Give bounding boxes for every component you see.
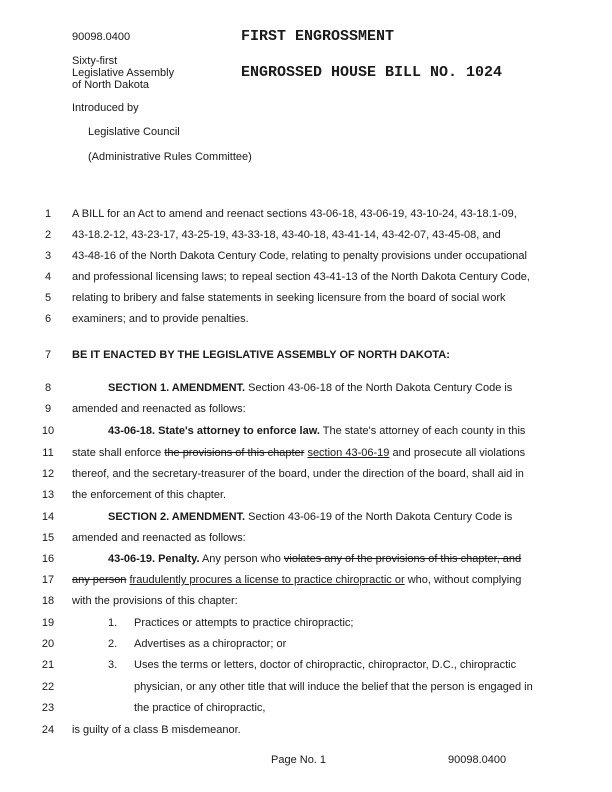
- statute-heading: [108, 425, 525, 437]
- deleted-text: any person: [72, 574, 127, 586]
- statute-label: 43-06-18. State's attorney to enforce law.: [108, 425, 320, 437]
- line-number: 19: [41, 617, 55, 629]
- line-number: 11: [42, 447, 54, 459]
- line-text: The state's attorney of each county in this: [319, 425, 526, 437]
- line-number: 8: [44, 382, 52, 394]
- line-text: Section 43-06-19 of the North Dakota Century Code is: [245, 511, 513, 523]
- line-number: 7: [44, 349, 52, 361]
- line-number: 16: [41, 553, 55, 565]
- line-number: 2: [44, 229, 52, 241]
- assembly-line: of North Dakota: [72, 79, 150, 91]
- line-number: 9: [44, 403, 52, 415]
- line-text: and prosecute all violations: [389, 447, 526, 459]
- list-number: 3.: [108, 659, 118, 671]
- line-text: who, without complying: [404, 574, 522, 586]
- line-number: 4: [44, 271, 52, 283]
- list-number: 2.: [108, 638, 118, 650]
- inserted-text: fraudulently procures a license to practice chiropractic or: [129, 574, 405, 586]
- list-item: Practices or attempts to practice chiropractic;: [134, 617, 354, 629]
- line-number: 24: [41, 724, 55, 736]
- line-text: Section 43-06-18 of the North Dakota Century Code is: [245, 382, 513, 394]
- enacting-clause: BE IT ENACTED BY THE LEGISLATIVE ASSEMBLY OF NORTH DAKOTA:: [72, 349, 450, 361]
- line-text: 43-18.2-12, 43-23-17, 43-25-19, 43-33-18, 43-40-18, 43-41-14, 43-42-07, 43-45-08, and: [72, 229, 501, 241]
- bill-title: ENGROSSED HOUSE BILL NO. 1024: [241, 64, 503, 81]
- line-text: thereof, and the secretary-treasurer of the board, under the direction of the board, shall aid in: [72, 468, 524, 480]
- engrossment-title: FIRST ENGROSSMENT: [241, 28, 395, 45]
- deleted-text: violates any of the provisions of this chapter, and: [283, 553, 522, 565]
- line-number: 6: [44, 313, 52, 325]
- line-text: Any person who: [199, 553, 284, 565]
- line-number: 18: [41, 595, 55, 607]
- line-number: 15: [41, 532, 55, 544]
- line-number: 23: [41, 702, 55, 714]
- line-text: is guilty of a class B misdemeanor.: [72, 724, 241, 736]
- line-text: the enforcement of this chapter.: [72, 489, 227, 501]
- line-number: 22: [41, 681, 55, 693]
- assembly-block: [72, 55, 174, 91]
- section-heading: [108, 382, 512, 394]
- line-text: with the provisions of this chapter:: [72, 595, 238, 607]
- document-id: 90098.0400: [72, 31, 131, 43]
- line-text: relating to bribery and false statements in seeking licensure from the board of social work: [72, 292, 506, 304]
- line-text: 43-48-16 of the North Dakota Century Code, relating to penalty provisions under occupational: [72, 250, 527, 262]
- line-text: physician, or any other title that will induce the belief that the person is engaged in: [134, 681, 533, 693]
- line-text: amended and reenacted as follows:: [72, 532, 246, 544]
- section-label: SECTION 1. AMENDMENT.: [108, 382, 246, 394]
- section-heading: [108, 511, 512, 523]
- list-item: Uses the terms or letters, doctor of chiropractic, chiropractor, D.C., chiropractic: [134, 659, 517, 671]
- line-number: 5: [44, 292, 52, 304]
- line-number: 12: [41, 468, 55, 480]
- line-text: examiners; and to provide penalties.: [72, 313, 249, 325]
- line-number: 10: [41, 425, 55, 437]
- line-text: state shall enforce: [72, 447, 165, 459]
- line-text: A BILL for an Act to amend and reenact sections 43-06-18, 43-06-19, 43-10-24, 43-18.1-09,: [72, 208, 517, 220]
- line-number: 1: [44, 208, 52, 220]
- committee: (Administrative Rules Committee): [88, 151, 252, 163]
- line-number: 14: [41, 511, 55, 523]
- line-number: 17: [41, 574, 55, 586]
- line-text: amended and reenacted as follows:: [72, 403, 246, 415]
- section-label: SECTION 2. AMENDMENT.: [108, 511, 246, 523]
- amended-line: [72, 447, 525, 459]
- inserted-text: section 43-06-19: [307, 447, 390, 459]
- assembly-line: Legislative Assembly: [72, 67, 175, 79]
- line-number: 20: [41, 638, 55, 650]
- assembly-line: Sixty-first: [72, 55, 118, 67]
- list-number: 1.: [108, 617, 118, 629]
- amended-line: [72, 574, 521, 586]
- list-item: Advertises as a chiropractor; or: [134, 638, 287, 650]
- line-text: and professional licensing laws; to repeal section 43-41-13 of the North Dakota Century Code,: [72, 271, 530, 283]
- deleted-text: the provisions of this chapter: [164, 447, 305, 459]
- line-number: 21: [41, 659, 55, 671]
- line-number: 3: [44, 250, 52, 262]
- footer-document-id: 90098.0400: [448, 754, 507, 766]
- page-number: Page No. 1: [271, 754, 327, 766]
- line-text: the practice of chiropractic,: [134, 702, 266, 714]
- sponsor: Legislative Council: [88, 126, 180, 138]
- line-number: 13: [41, 489, 55, 501]
- statute-label: 43-06-19. Penalty.: [108, 553, 200, 565]
- statute-heading: [108, 553, 521, 565]
- introduced-by: Introduced by: [72, 102, 139, 114]
